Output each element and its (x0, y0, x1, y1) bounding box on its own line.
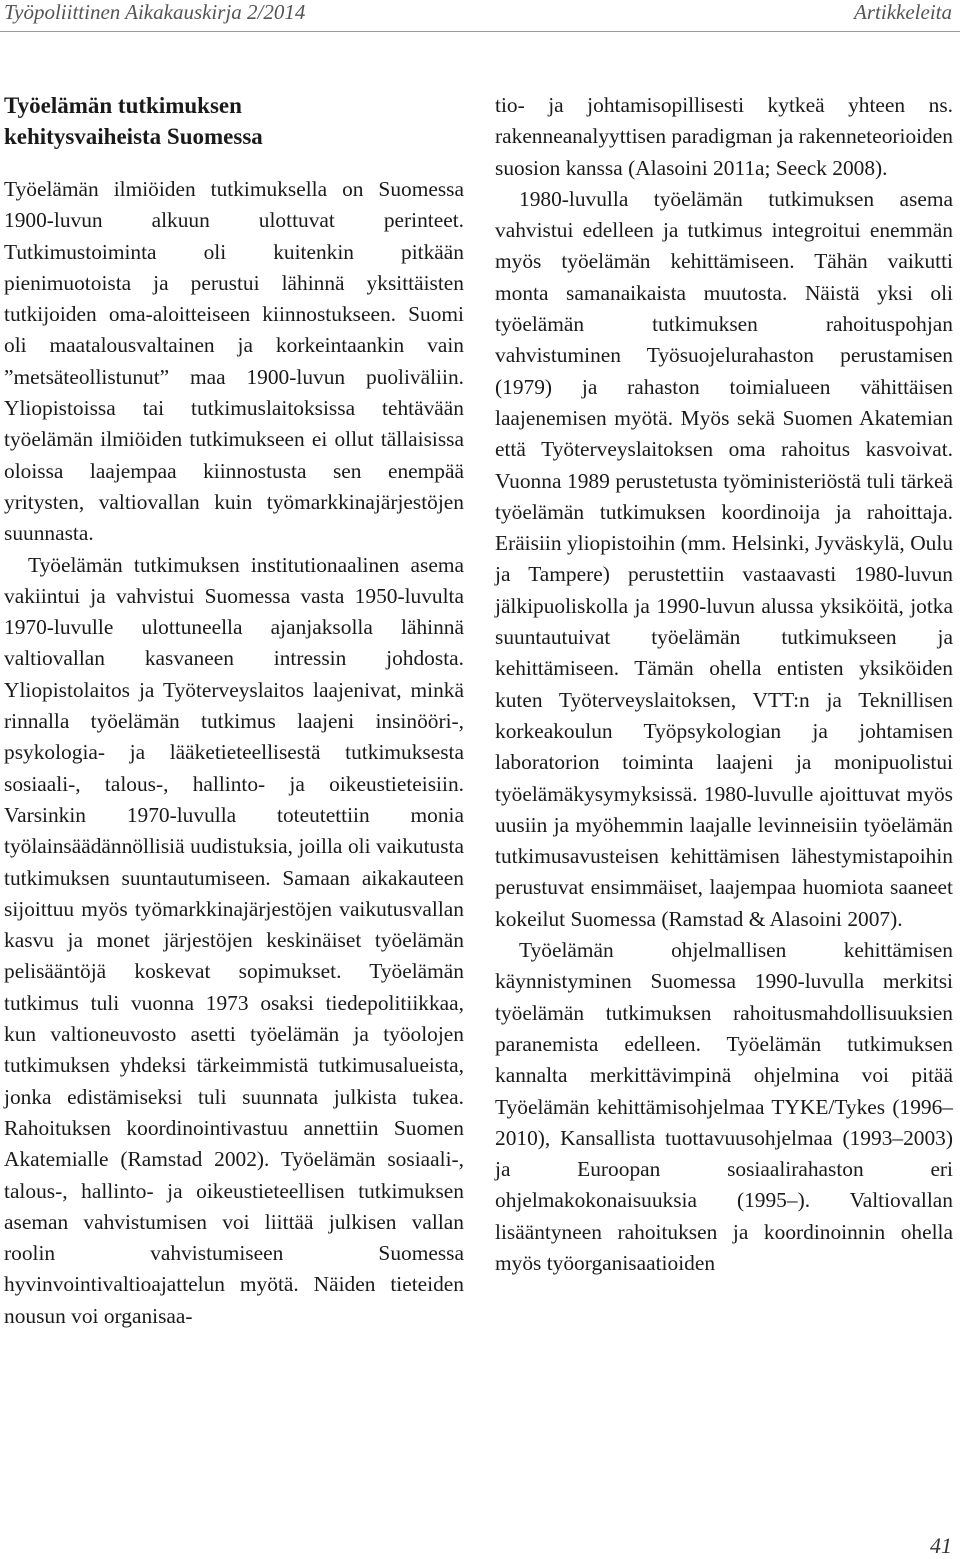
right-column (495, 90, 953, 1279)
section-label: Artikkeleita (854, 0, 952, 24)
running-head (0, 0, 960, 28)
section-heading (4, 90, 464, 152)
left-paragraph-1: Työelämän ilmiöiden tutkimuksella on Suomessa 1900-luvun alkuun ulottuvat perinteet. Tutkimustoiminta oli kuitenkin pitkään pienimuotoista ja perustui lähinnä yksittäisten tutkijoiden oma-aloitteiseen kiinnostukseen. Suomi oli maatalousvaltainen ja korkeintaankin vain ”metsäteollistunut” maa 1900-luvun puoliväliin. Yliopistoissa tai tutkimuslaitoksissa tehtävään työelämän ilmiöiden tutkimukseen ei ollut tällaisissa oloissa laajempaa kiinnostusta sen enempää yritysten, valtiovallan kuin työmarkkinajärjestöjen suunnasta. (4, 177, 464, 546)
right-paragraph-2: 1980-luvulla työelämän tutkimuksen asema vahvistui edelleen ja tutkimus integroitui enemmän myös työelämän kehittämiseen. Tähän vaikutti monta samanaikaista muutosta. Näistä yksi oli työelämän tutkimuksen rahoituspohjan vahvistuminen Työsuojelurahaston perustamisen (1979) ja rahaston toimialueen vähittäisen laajenemisen myötä. Myös sekä Suomen Akatemian että Työterveyslaitoksen oma rahoitus kasvoivat. Vuonna 1989 perustetusta työministeriöstä tuli tärkeä työelämän tutkimuksen koordinoija ja rahoittaja. Eräisiin yliopistoihin (mm. Helsinki, Jyväskylä, Oulu ja Tampere) perustettiin vastaavasti 1980-luvun jälkipuoliskolla ja 1990-luvun alussa yksiköitä, jotka suuntautuivat työelämän tutkimukseen ja kehittämiseen. Tämän ohella entisten yksiköiden kuten Työterveyslaitoksen, VTT:n ja Teknillisen korkeakoulun Työpsykologian ja johtamisen laboratorion toiminta laajeni ja monipuolistui työelämäkysymyksissä. 1980-luvulle ajoittuvat myös uusiin ja myöhemmin laajalle levinneisiin työelämän tutkimusavusteisen kehittämisen lähestymistapoihin perustuvat ensimmäiset, laajempaa huomiota saaneet kokeilut Suomessa (Ramstad & Alasoini 2007). (495, 186, 953, 931)
left-column (4, 90, 464, 1332)
right-paragraph-1: tio- ja johtamisopillisesti kytkeä yhteen ns. rakenneanalyyttisen paradigman ja rakenneteorioiden suosion kanssa (Alasoini 2011a; Seeck 2008). (495, 93, 953, 180)
right-paragraph-3: Työelämän ohjelmallisen kehittämisen käynnistyminen Suomessa 1990-luvulla merkitsi työelämän tutkimuksen rahoitusmahdollisuuksien paranemista edelleen. Työelämän tutkimuksen kannalta merkittävimpinä ohjelmina voi pitää Työelämän kehittämisohjelmaa TYKE/Tykes (1996–2010), Kansallista tuottavuusohjelmaa (1993–2003) ja Euroopan sosiaalirahaston eri ohjelmakokonaisuuksia (1995–). Valtiovallan lisääntyneen rahoituksen ja koordinoinnin ohella myös työorganisaatioiden (495, 938, 953, 1275)
heading-line-2: kehitysvaiheista Suomessa (4, 124, 263, 149)
page-number: 41 (930, 1533, 952, 1558)
heading-line-1: Työelämän tutkimuksen (4, 93, 242, 118)
header-rule (0, 31, 960, 32)
left-paragraph-2: Työelämän tutkimuksen institutionaalinen asema vakiintui ja vahvistui Suomessa vasta 1950-luvulta 1970-luvulle ulottuneella ajanjaksolla lähinnä valtiovallan kasvaneen intressin johdosta. Yliopistolaitos ja Työterveyslaitos laajenivat, minkä rinnalla työelämän tutkimus laajeni insinööri-, psykologia- ja lääketieteellisestä tutkimuksesta sosiaali-, talous-, hallinto- ja oikeustieteisiin. Varsinkin 1970-luvulla toteutettiin monia työlainsäädännöllisiä uudistuksia, joilla oli vaikutusta tutkimuksen suuntautumiseen. Samaan aikakauteen sijoittuu myös työmarkkinajärjestöjen vaikutusvallan kasvu ja monet järjestöjen keskinäiset työelämän pelisääntöjä koskevat sopimukset. Työelämän tutkimus tuli vuonna 1973 osaksi tiedepolitiikkaa, kun valtioneuvosto asetti työelämän ja työolojen tutkimuksen yhdeksi tärkeimmistä tutkimusalueista, jonka edistämiseksi tuli suunnata julkista tukea. Rahoituksen koordinointivastuu annettiin Suomen Akatemialle (Ramstad 2002). Työelämän sosiaali-, talous-, hallinto- ja oikeustieteellisen tutkimuksen aseman vahvistumisen voi liittää julkisen vallan roolin vahvistumiseen Suomessa hyvinvointivaltioajattelun myötä. Näiden tieteiden nousun voi organisaa- (4, 552, 464, 1328)
journal-title: Työpoliittinen Aikakauskirja 2/2014 (4, 0, 306, 24)
